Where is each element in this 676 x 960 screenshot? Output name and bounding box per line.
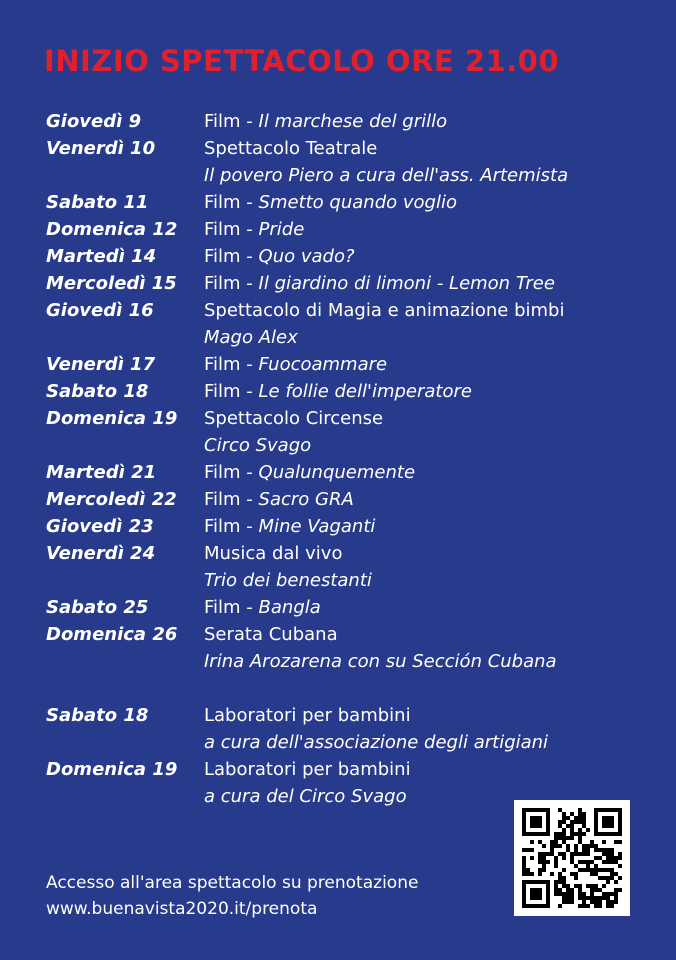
event-day: Domenica 19 (46, 408, 178, 429)
event-type: Film - (204, 489, 259, 510)
event-type: Film - (204, 192, 259, 213)
schedule-row (46, 405, 646, 459)
event-day: Sabato 11 (46, 192, 149, 213)
event-type: Film - (204, 597, 259, 618)
event-day: Venerdì 24 (46, 543, 156, 564)
event-type: Spettacolo Teatrale (204, 138, 378, 159)
event-day: Giovedì 23 (46, 516, 154, 537)
footer-url-text: www.buenavista2020.it/prenota (46, 899, 318, 919)
schedule-row (46, 216, 646, 243)
event-title: Le follie dell'imperatore (258, 381, 472, 402)
event-description (204, 243, 646, 270)
event-description (204, 594, 646, 621)
workshop-day: Sabato 18 (46, 705, 149, 726)
event-title: Sacro GRA (258, 489, 354, 510)
schedule-row (46, 297, 646, 351)
schedule-row (46, 594, 646, 621)
schedule-row (46, 486, 646, 513)
event-subtitle: Trio dei benestanti (204, 570, 372, 591)
event-description (204, 297, 646, 324)
event-description (204, 108, 646, 135)
events-list (46, 108, 646, 675)
event-type: Film - (204, 111, 259, 132)
event-subtitle: Circo Svago (204, 435, 312, 456)
schedule-row (46, 351, 646, 378)
event-type: Film - (204, 516, 259, 537)
event-subtitle: Il povero Piero a cura dell'ass. Artemista (204, 165, 569, 186)
event-title: Quo vado? (258, 246, 355, 267)
event-description (204, 540, 646, 567)
event-description (204, 459, 646, 486)
schedule-row (46, 459, 646, 486)
event-day: Mercoledì 22 (46, 489, 177, 510)
schedule-row (46, 540, 646, 594)
event-description (204, 351, 646, 378)
event-subtitle: Mago Alex (204, 327, 298, 348)
schedule-row (46, 621, 646, 675)
event-type: Serata Cubana (204, 624, 338, 645)
workshops-list (46, 702, 646, 810)
event-type: Spettacolo Circense (204, 408, 384, 429)
event-type: Film - (204, 273, 259, 294)
event-title: Il giardino di limoni - Lemon Tree (258, 273, 555, 294)
event-type: Spettacolo di Magia e animazione bimbi (204, 300, 565, 321)
event-day: Sabato 25 (46, 597, 149, 618)
event-description (204, 486, 646, 513)
schedule-list (46, 108, 646, 810)
event-day: Sabato 18 (46, 381, 149, 402)
schedule-row (46, 135, 646, 189)
workshop-subtitle: a cura dell'associazione degli artigiani (204, 732, 549, 753)
schedule-row (46, 108, 646, 135)
schedule-row (46, 243, 646, 270)
event-title: Bangla (258, 597, 321, 618)
event-description (204, 621, 646, 648)
workshop-type: Laboratori per bambini (204, 759, 411, 780)
schedule-row (46, 270, 646, 297)
event-description (204, 270, 646, 297)
event-title: Il marchese del grillo (258, 111, 448, 132)
page-title: INIZIO SPETTACOLO ORE 21.00 (44, 44, 560, 78)
event-day: Domenica 12 (46, 219, 178, 240)
event-description (204, 216, 646, 243)
event-title: Qualunquemente (258, 462, 416, 483)
workshop-row (46, 702, 646, 756)
event-description (204, 513, 646, 540)
workshop-subtitle: a cura del Circo Svago (204, 786, 407, 807)
event-title: Mine Vaganti (258, 516, 376, 537)
event-description (204, 378, 646, 405)
schedule-row (46, 378, 646, 405)
schedule-row (46, 513, 646, 540)
event-day: Venerdì 17 (46, 354, 156, 375)
event-day: Venerdì 10 (46, 138, 156, 159)
spacer (46, 675, 646, 702)
footer-reservation-text: Accesso all'area spettacolo su prenotazione (46, 873, 419, 893)
event-title: Pride (258, 219, 305, 240)
event-day: Giovedì 9 (46, 111, 142, 132)
event-type: Film - (204, 246, 259, 267)
event-day: Domenica 26 (46, 624, 178, 645)
event-description (204, 135, 646, 162)
event-title: Smetto quando voglio (258, 192, 457, 213)
workshop-type: Laboratori per bambini (204, 705, 411, 726)
event-type: Film - (204, 219, 259, 240)
schedule-row (46, 189, 646, 216)
event-description (204, 189, 646, 216)
event-description (204, 405, 646, 432)
event-subtitle: Irina Arozarena con su Sección Cubana (204, 651, 557, 672)
event-day: Giovedì 16 (46, 300, 154, 321)
footer (46, 870, 418, 922)
workshop-day: Domenica 19 (46, 759, 178, 780)
qr-code-icon[interactable] (514, 800, 630, 916)
event-day: Martedì 14 (46, 246, 157, 267)
event-type: Film - (204, 354, 259, 375)
event-type: Musica dal vivo (204, 543, 343, 564)
event-type: Film - (204, 462, 259, 483)
event-title: Fuocoammare (258, 354, 388, 375)
event-day: Martedì 21 (46, 462, 157, 483)
event-day: Mercoledì 15 (46, 273, 177, 294)
event-type: Film - (204, 381, 259, 402)
